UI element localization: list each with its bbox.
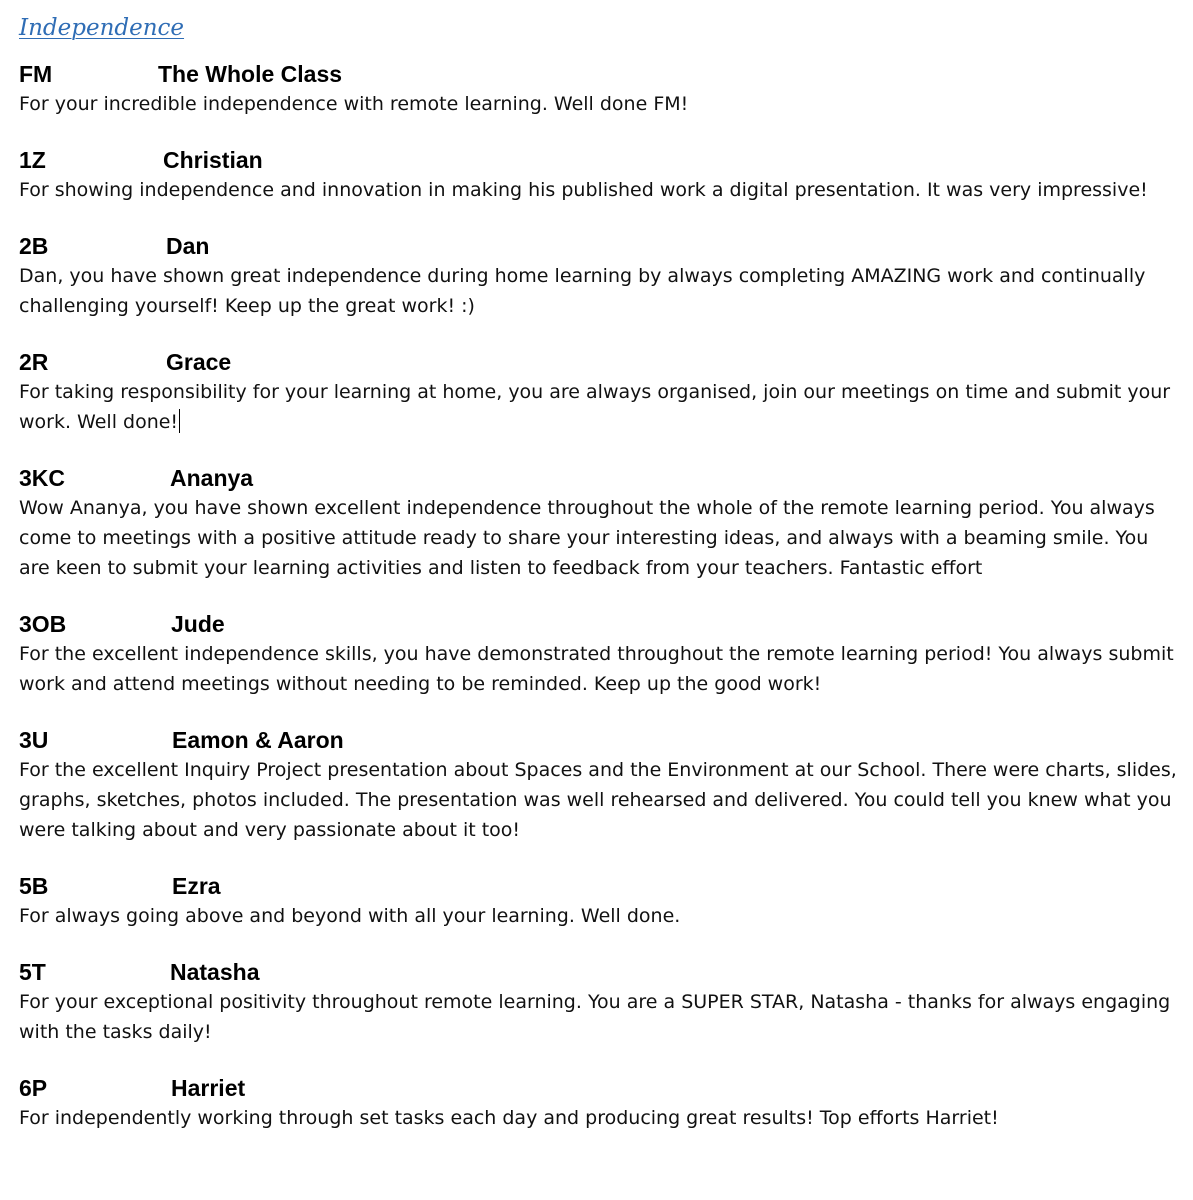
document-title: Independence — [19, 15, 185, 41]
award-heading — [19, 609, 1179, 639]
award-list — [19, 59, 1179, 1159]
class-code: 1Z — [19, 147, 46, 173]
award-heading — [19, 231, 1179, 261]
award-entry — [19, 145, 1179, 205]
class-code: FM — [19, 61, 53, 87]
award-description: Dan, you have shown great independence during home learning by always completing AMAZING work and continually challenging yourself! Keep up the great work! :) — [19, 265, 1146, 317]
award-entry — [19, 347, 1179, 437]
award-description: Wow Ananya, you have shown excellent independence throughout the whole of the remote learning period. You always come to meetings with a positive attitude ready to share your interesting ideas, and always with a beaming smile. You are keen to submit your learning activities and listen to feedback from your teachers. Fantastic effort — [19, 497, 1155, 579]
award-description: For the excellent Inquiry Project presentation about Spaces and the Environment at our School. There were charts, slides, graphs, sketches, photos included. The presentation was well rehearsed and delivered. You could tell you knew what you were talking about and very passionate about it too! — [19, 759, 1177, 841]
award-heading — [19, 463, 1179, 493]
award-description: For showing independence and innovation in making his published work a digital presentation. It was very impressive! — [19, 179, 1148, 201]
award-description: For your incredible independence with remote learning. Well done FM! — [19, 93, 689, 115]
class-code: 3KC — [19, 465, 66, 491]
award-description: For the excellent independence skills, you have demonstrated throughout the remote learning period! You always submit work and attend meetings without needing to be reminded. Keep up the good work! — [19, 643, 1174, 695]
award-description: For your exceptional positivity throughout remote learning. You are a SUPER STAR, Natasha - thanks for always engaging with the tasks daily! — [19, 991, 1171, 1043]
recipient-name: Eamon & Aaron — [172, 727, 344, 753]
award-heading — [19, 1073, 1179, 1103]
class-code: 3U — [19, 727, 49, 753]
award-entry — [19, 957, 1179, 1047]
recipient-name: The Whole Class — [158, 61, 343, 87]
recipient-name: Grace — [166, 349, 232, 375]
recipient-name: Ananya — [170, 465, 254, 491]
class-code: 5B — [19, 873, 49, 899]
recipient-name: Dan — [166, 233, 210, 259]
award-heading — [19, 871, 1179, 901]
award-description-text: For taking responsibility for your learning at home, you are always organised, join our meetings on time and submit your work. Well done! — [19, 381, 1171, 433]
award-entry — [19, 609, 1179, 699]
award-heading — [19, 59, 1179, 89]
award-entry — [19, 1073, 1179, 1133]
recipient-name: Natasha — [170, 959, 260, 985]
award-entry — [19, 59, 1179, 119]
award-entry — [19, 463, 1179, 583]
award-entry — [19, 725, 1179, 845]
award-description: For always going above and beyond with all your learning. Well done. — [19, 905, 681, 927]
class-code: 3OB — [19, 611, 67, 637]
award-heading — [19, 347, 1179, 377]
text-cursor — [179, 409, 180, 433]
award-heading — [19, 725, 1179, 755]
award-entry — [19, 871, 1179, 931]
recipient-name: Christian — [163, 147, 263, 173]
class-code: 5T — [19, 959, 46, 985]
recipient-name: Ezra — [172, 873, 221, 899]
award-heading — [19, 145, 1179, 175]
class-code: 6P — [19, 1075, 48, 1101]
recipient-name: Jude — [171, 611, 225, 637]
award-entry — [19, 231, 1179, 321]
class-code: 2R — [19, 349, 49, 375]
award-heading — [19, 957, 1179, 987]
award-description — [19, 377, 1179, 437]
class-code: 2B — [19, 233, 49, 259]
recipient-name: Harriet — [171, 1075, 246, 1101]
award-description: For independently working through set tasks each day and producing great results! Top efforts Harriet! — [19, 1107, 999, 1129]
